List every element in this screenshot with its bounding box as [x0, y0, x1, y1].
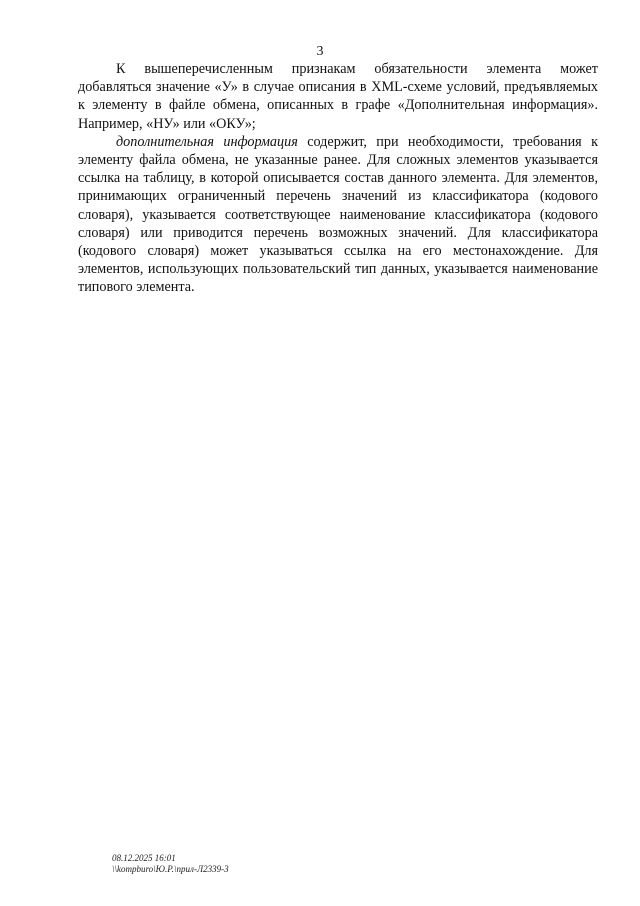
page-number: 3 [316, 44, 324, 59]
footer-file-path: \\kompburo\Ю.Р.\прил-Л2339-3 [112, 864, 229, 874]
term-additional-info: дополнительная информация [116, 133, 298, 150]
document-body [78, 60, 598, 297]
footer-stamp [112, 853, 229, 875]
paragraph-additional-info [78, 133, 598, 297]
paragraph-obligation-marker: К вышеперечисленным признакам обязательности элемента может добавляться значение «У» в случае описания в XML-схеме условий, предъявляемых к элементу в файле обмена, описанных в графе «Дополнительная информация». Например, «НУ» или «ОКУ»; [78, 61, 598, 132]
paragraph-additional-info-text: содержит, при необходимости, требования к элементу файла обмена, не указанные ранее. Для сложных элементов указывается ссылка на таблицу, в которой описывается состав данного элемента. Для элементов, принимающих ограниченный перечень значений из классификатора (кодового словаря), указывается соответствующее наименование классификатора (кодового словаря) или приводится перечень возможных значений. Для классификатора (кодового словаря) может указываться ссылка на его местонахождение. Для элементов, использующих пользовательский тип данных, указывается наименование типового элемента. [78, 133, 598, 296]
footer-date: 08.12.2025 16:01 [112, 853, 176, 863]
